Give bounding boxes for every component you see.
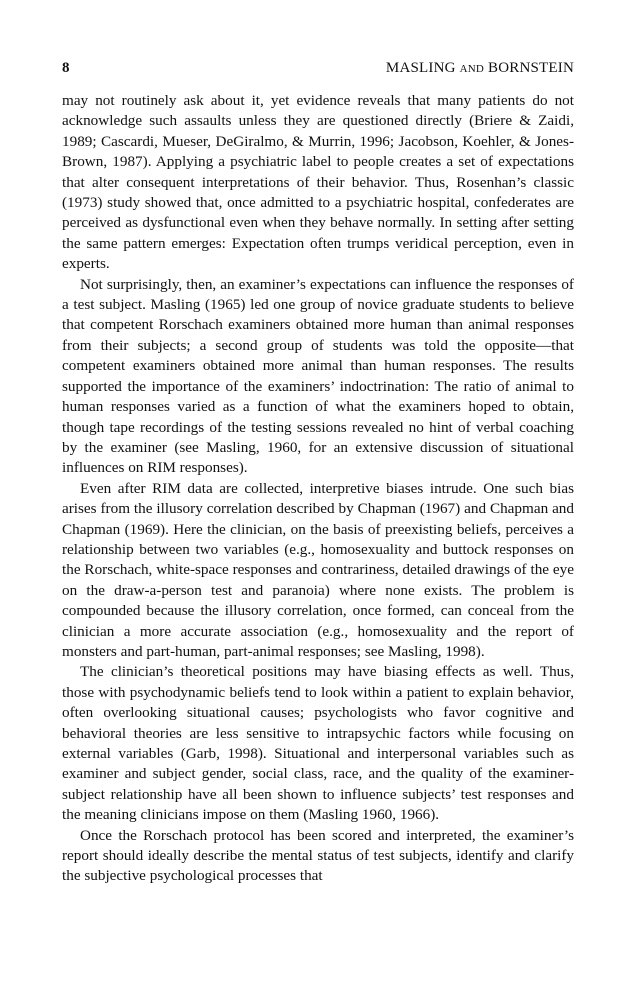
body-text xyxy=(62,91,574,887)
running-head-author-second: BORNSTEIN xyxy=(488,60,574,76)
paragraph: Even after RIM data are collected, interpretive biases intrude. One such bias arises from the illusory correlation described by Chapman (1967) and Chapman and Chapman (1969). Here the clinician, on the basis of preexisting beliefs, perceives a relationship between two variables (e.g., homosexuality and buttock responses on the Rorschach, white-space responses and contrariness, detailed drawings of the eye on the draw-a-person test and paranoia) where none exists. The problem is compounded because the illusory correlation, once formed, can conceal from the clinician a more accurate association (e.g., homosexuality and the report of monsters and part-human, part-animal responses; see Masling, 1998). xyxy=(62,479,574,660)
paragraph: Not surprisingly, then, an examiner’s expectations can influence the responses of a test subject. Masling (1965) led one group of novice graduate students to believe that competent Rorschach examiners obtained more human than animal responses from their subjects; a second group of students was told the opposite—that competent examiners obtained more animal than human responses. The results supported the importance of the examiners’ indoctrination: The ratio of animal to human responses varied as a function of what the examiners hoped to obtain, though tape recordings of the testing sessions revealed no hint of verbal coaching by the examiner (see Masling, 1960, for an extensive discussion of situational influences on RIM responses). xyxy=(62,275,574,477)
running-head-author-first: MASLING xyxy=(385,60,456,76)
running-head-joiner: AND xyxy=(459,63,485,75)
running-head xyxy=(386,58,574,79)
paragraph: The clinician’s theoretical positions may have biasing effects as well. Thus, those with psychodynamic beliefs tend to look within a patient to explain behavior, often overlooking situational causes; psychologists who favor cognitive and behavioral theories are less sensitive to intrapsychic factors while focusing on external variables (Garb, 1998). Situational and interpersonal variables such as examiner and subject gender, social class, race, and the quality of the examiner-subject relationship have all been shown to influence subjects’ test responses and the meaning clinicians impose on them (Masling 1960, 1966). xyxy=(62,663,574,824)
page-number: 8 xyxy=(62,60,70,76)
page-header xyxy=(62,58,574,78)
paragraph-continued: may not routinely ask about it, yet evidence reveals that many patients do not acknowledge such assaults unless they are questioned directly (Briere & Zaidi, 1989; Cascardi, Mueser, DeGiralmo, & Murrin, 1996; Jacobson, Koehler, & Jones-Brown, 1987). Applying a psychiatric label to people creates a set of expectations that alter consequent interpretations of their behavior. Thus, Rosenhan’s classic (1973) study showed that, once admitted to a psychiatric hospital, confederates are perceived as dysfunctional even when they behave normally. In setting after setting the same pattern emerges: Expectation often trumps veridical perception, even in experts. xyxy=(62,92,574,273)
paragraph: Once the Rorschach protocol has been scored and interpreted, the examiner’s report should ideally describe the mental status of test subjects, identify and clarify the subjective psychological processes that xyxy=(62,826,574,885)
